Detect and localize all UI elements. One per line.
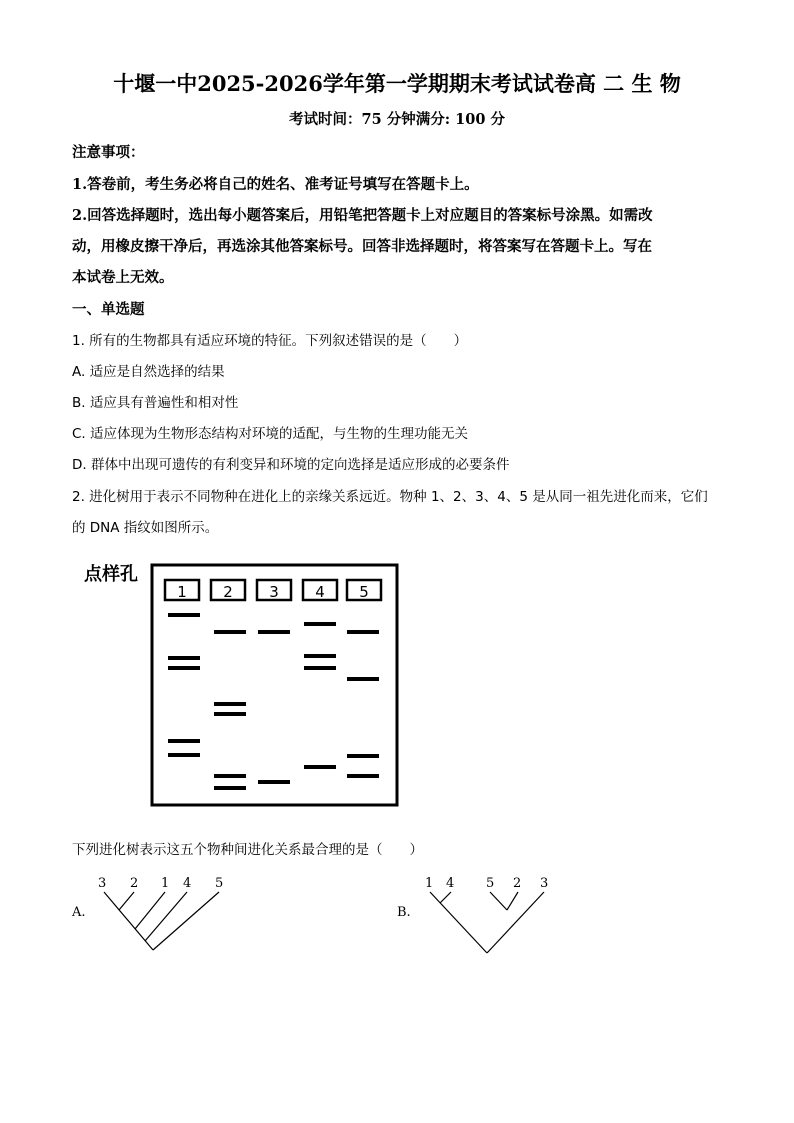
q1-option-d: D. 群体中出现可遗传的有利变异和环境的定向选择是适应形成的必要条件 — [72, 457, 510, 473]
notice-item-2-line-1: 2.回答选择题时，选出每小题答案后，用铅笔把答题卡上对应题目的答案标号涂黑。如需改 — [72, 207, 653, 224]
q1-stem: 1. 所有的生物都具有适应环境的特征。下列叙述错误的是（ ） — [72, 333, 468, 349]
option-a-leaf: 4 — [183, 876, 192, 891]
option-b-letter: B. — [397, 905, 411, 920]
well-2-label: 2 — [223, 583, 233, 601]
option-b-leaf: 2 — [513, 876, 522, 891]
page-title: 十堰一中2025-2026学年第一学期期末考试试卷高 二 生 物 — [113, 71, 681, 96]
well-3-label: 3 — [269, 583, 279, 601]
option-b-leaf: 5 — [486, 876, 495, 891]
q1-option-a: A. 适应是自然选择的结果 — [72, 364, 225, 380]
option-b-leaf: 3 — [540, 876, 549, 891]
well-4-label: 4 — [315, 583, 325, 601]
notice-item-2-line-2: 动，用橡皮擦干净后，再选涂其他答案标号。回答非选择题时，将答案写在答题卡上。写在 — [72, 238, 652, 255]
notice-item-1: 1.答卷前，考生务必将自己的姓名、准考证号填写在答题卡上。 — [72, 176, 479, 193]
option-a-leaf: 5 — [215, 876, 224, 891]
exam-info: 考试时间：75 分钟满分: 100 分 — [289, 111, 505, 128]
option-a-letter: A. — [72, 905, 86, 920]
notice-item-2-line-3: 本试卷上无效。 — [72, 269, 174, 286]
q2-stem-line-1: 2. 进化树用于表示不同物种在进化上的亲缘关系远近。物种 1、2、3、4、5 是从同一祖先进化而来，它们 — [72, 489, 708, 505]
well-1-label: 1 — [177, 583, 187, 601]
option-a-leaf: 3 — [98, 876, 107, 891]
section-heading: 一、单选题 — [72, 301, 145, 318]
q1-option-b: B. 适应具有普遍性和相对性 — [72, 395, 239, 411]
sample-well-label: 点样孔 — [84, 564, 138, 585]
well-5-label: 5 — [359, 583, 369, 601]
notice-heading: 注意事项： — [72, 144, 145, 161]
option-a-leaf: 2 — [130, 876, 139, 891]
q2-stem-line-2: 的 DNA 指纹如图所示。 — [72, 520, 219, 536]
q1-option-c: C. 适应体现为生物形态结构对环境的适配，与生物的生理功能无关 — [72, 426, 469, 442]
option-b-leaf: 4 — [446, 876, 455, 891]
option-b-leaf: 1 — [425, 876, 434, 891]
q2-question: 下列进化树表示这五个物种间进化关系最合理的是（ ） — [72, 842, 423, 858]
option-a-leaf: 1 — [161, 876, 170, 891]
